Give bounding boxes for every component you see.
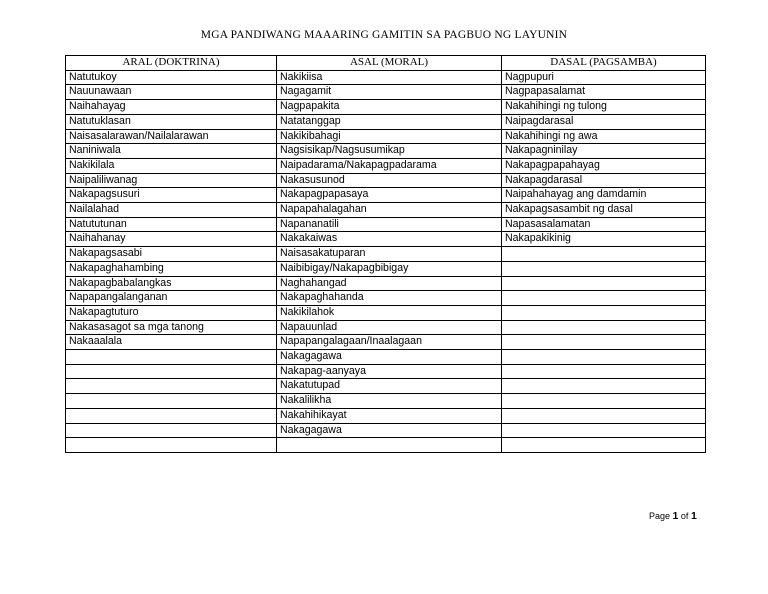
asal-cell: Nakasusunod	[277, 173, 502, 188]
table-row	[66, 100, 706, 115]
table-row	[66, 144, 706, 159]
aral-cell: Naihahanay	[66, 232, 277, 247]
aral-cell	[66, 394, 277, 409]
aral-cell: Natututunan	[66, 217, 277, 232]
asal-cell: Nakapagpapasaya	[277, 188, 502, 203]
table-row	[66, 261, 706, 276]
asal-cell: Nakapaghahanda	[277, 291, 502, 306]
aral-cell: Nailalahad	[66, 203, 277, 218]
header-row	[66, 56, 706, 71]
dasal-cell	[502, 438, 706, 453]
column-header-asal: ASAL (MORAL)	[277, 56, 502, 71]
asal-cell: Nakakaiwas	[277, 232, 502, 247]
asal-cell: Naipadarama/Nakapagpadarama	[277, 158, 502, 173]
dasal-cell: Nagpupuri	[502, 70, 706, 85]
asal-cell: Napapangalagaan/Inaalagaan	[277, 335, 502, 350]
aral-cell: Nakaaalala	[66, 335, 277, 350]
dasal-cell	[502, 291, 706, 306]
dasal-cell: Naipagdarasal	[502, 114, 706, 129]
table-row	[66, 320, 706, 335]
table-row	[66, 291, 706, 306]
table-row	[66, 350, 706, 365]
dasal-cell: Nakapagdarasal	[502, 173, 706, 188]
asal-cell: Nakapag-aanyaya	[277, 364, 502, 379]
table-row	[66, 408, 706, 423]
table-row	[66, 70, 706, 85]
asal-cell	[277, 438, 502, 453]
aral-cell: Nakapaghahambing	[66, 261, 277, 276]
page-total: 1	[690, 510, 697, 522]
dasal-cell	[502, 320, 706, 335]
dasal-cell	[502, 423, 706, 438]
asal-cell: Nagsisikap/Nagsusumikap	[277, 144, 502, 159]
asal-cell: Naibibigay/Nakapagbibigay	[277, 261, 502, 276]
table-row	[66, 158, 706, 173]
table-row	[66, 276, 706, 291]
asal-cell: Nakatutupad	[277, 379, 502, 394]
asal-cell: Nakagagawa	[277, 423, 502, 438]
asal-cell: Napauunlad	[277, 320, 502, 335]
dasal-cell: Nakahihingi ng awa	[502, 129, 706, 144]
page-number	[649, 510, 697, 522]
table-row	[66, 394, 706, 409]
asal-cell: Napananatili	[277, 217, 502, 232]
dasal-cell: Naipahahayag ang damdamin	[502, 188, 706, 203]
table-row	[66, 203, 706, 218]
table-body	[66, 70, 706, 452]
aral-cell: Nakapagsasabi	[66, 247, 277, 262]
dasal-cell: Nakapagsasambit ng dasal	[502, 203, 706, 218]
dasal-cell	[502, 247, 706, 262]
table-row	[66, 364, 706, 379]
aral-cell: Natutukoy	[66, 70, 277, 85]
table-row	[66, 247, 706, 262]
table-row	[66, 438, 706, 453]
dasal-cell	[502, 379, 706, 394]
table-row	[66, 423, 706, 438]
aral-cell: Nauunawaan	[66, 85, 277, 100]
asal-cell: Naghahangad	[277, 276, 502, 291]
dasal-cell	[502, 364, 706, 379]
asal-cell: Nakikilahok	[277, 305, 502, 320]
aral-cell	[66, 379, 277, 394]
dasal-cell: Nakapagpapahayag	[502, 158, 706, 173]
aral-cell: Naihahayag	[66, 100, 277, 115]
of-word: of	[680, 511, 689, 521]
asal-cell: Nagpapakita	[277, 100, 502, 115]
document-title: MGA PANDIWANG MAAARING GAMITIN SA PAGBUO NG LAYUNIN	[200, 29, 568, 41]
aral-cell: Napapangalanganan	[66, 291, 277, 306]
asal-cell: Nakalilikha	[277, 394, 502, 409]
table-row	[66, 114, 706, 129]
dasal-cell: Nakahihingi ng tulong	[502, 100, 706, 115]
table-row	[66, 85, 706, 100]
page-current: 1	[672, 510, 679, 522]
aral-cell: Nakapagsusuri	[66, 188, 277, 203]
asal-cell: Naisasakatuparan	[277, 247, 502, 262]
dasal-cell: Nakapakikinig	[502, 232, 706, 247]
dasal-cell	[502, 261, 706, 276]
aral-cell	[66, 350, 277, 365]
dasal-cell	[502, 350, 706, 365]
asal-cell: Natatanggap	[277, 114, 502, 129]
aral-cell: Naisasalarawan/Nailalarawan	[66, 129, 277, 144]
asal-cell: Nakikibahagi	[277, 129, 502, 144]
asal-cell: Nakikiisa	[277, 70, 502, 85]
aral-cell	[66, 423, 277, 438]
table-row	[66, 232, 706, 247]
aral-cell	[66, 438, 277, 453]
asal-cell: Nagagamit	[277, 85, 502, 100]
aral-cell	[66, 364, 277, 379]
aral-cell: Nakapagtuturo	[66, 305, 277, 320]
dasal-cell: Nagpapasalamat	[502, 85, 706, 100]
dasal-cell	[502, 408, 706, 423]
table-row	[66, 173, 706, 188]
aral-cell: Nakapagbabalangkas	[66, 276, 277, 291]
dasal-cell: Nakapagninilay	[502, 144, 706, 159]
asal-cell: Nakahihikayat	[277, 408, 502, 423]
column-header-aral: ARAL (DOKTRINA)	[66, 56, 277, 71]
dasal-cell	[502, 276, 706, 291]
column-header-dasal: DASAL (PAGSAMBA)	[502, 56, 706, 71]
table-row	[66, 217, 706, 232]
dasal-cell	[502, 305, 706, 320]
table-row	[66, 379, 706, 394]
aral-cell: Natutuklasan	[66, 114, 277, 129]
table-row	[66, 305, 706, 320]
table-row	[66, 129, 706, 144]
aral-cell: Nakikilala	[66, 158, 277, 173]
asal-cell: Napapahalagahan	[277, 203, 502, 218]
dasal-cell	[502, 394, 706, 409]
table-row	[66, 335, 706, 350]
dasal-cell	[502, 335, 706, 350]
table-row	[66, 188, 706, 203]
aral-cell: Naipaliliwanag	[66, 173, 277, 188]
aral-cell: Nakasasagot sa mga tanong	[66, 320, 277, 335]
dasal-cell: Napasasalamatan	[502, 217, 706, 232]
aral-cell	[66, 408, 277, 423]
asal-cell: Nakagagawa	[277, 350, 502, 365]
aral-cell: Naniniwala	[66, 144, 277, 159]
page-word: Page	[649, 511, 671, 521]
verbs-table	[65, 55, 706, 453]
